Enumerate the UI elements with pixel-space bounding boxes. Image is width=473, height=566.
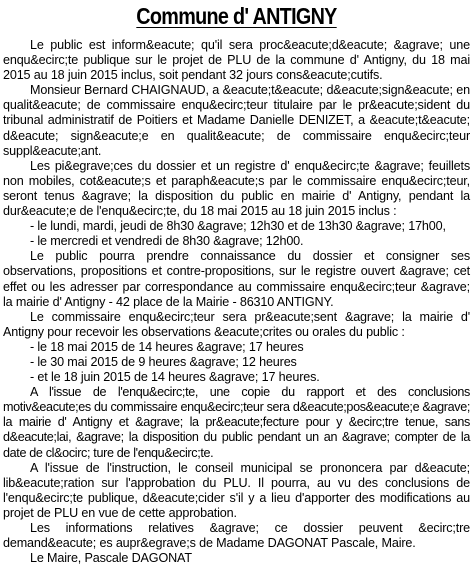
list-item-opening-hours: - le mercredi et vendredi de 8h30 &agrave; 12h00. (30, 234, 304, 249)
notice-body (3, 38, 470, 566)
public-notice (3, 0, 470, 566)
paragraph-dossier-availability: Les pi&egrave;ces du dossier et un registre d' enqu&ecirc;te &agrave; feuillets non mobiles, cot&eacute;s et paraph&eacute;s par le commissaire enqu&ecirc;teur, seront tenus &agrave; la disposition du public en mairie d' Antigny, pendant la dur&eacute;e de l'enqu&ecirc;te, du 18 mai 2015 au 18 juin 2015 inclus : (3, 158, 470, 219)
list-item-permanence: - le 18 mai 2015 de 14 heures &agrave; 17 heures (30, 339, 304, 354)
paragraph-council-decision: A l'issue de l'instruction, le conseil municipal se prononcera par d&eacute; lib&eacute;ration sur l'approbation du PLU. Il pourra, au vu des conclusions de l'enqu&ecirc;te publique, d&eacute;cider s'il y a lieu d'apporter des modifications au projet de PLU en vue de cette approbation. (3, 460, 470, 520)
paragraph-public-observations: Le public pourra prendre connaissance du dossier et consigner ses observations, propositions et contre-propositions, sur le registre ouvert &agrave; cet effet ou les adresser par correspondance au commissaire enqu&ecirc;teur &agrave; la mairie d' Antigny - 42 place de la Mairie - 86310 ANTIGNY. (3, 249, 470, 309)
list-item-opening-hours: - le lundi, mardi, jeudi de 8h30 &agrave; 12h30 et de 13h30 &agrave; 17h00, (30, 219, 446, 234)
paragraph-commissioner-presence: Le commissaire enqu&ecirc;teur sera pr&eacute;sent &agrave; la mairie d' Antigny pour recevoir les observations &eacute;crites ou orales du public : (3, 309, 470, 339)
signature: Le Maire, Pascale DAGONAT (30, 551, 192, 566)
paragraph-commissioner-appointment: Monsieur Bernard CHAIGNAUD, a &eacute;t&eacute; d&eacute;sign&eacute; en qualit&eacute; de commissaire enqu&ecirc;teur titulaire par le pr&eacute;sident du tribunal administratif de Poitiers et Madame Danielle DENIZET, a &eacute;t&eacute; d&eacute; sign&eacute;e en qualit&eacute; de commissaire enqu&ecirc;teur suppl&eacute;ant. (3, 83, 470, 158)
notice-title: Commune d' ANTIGNY (136, 3, 337, 29)
list-item-permanence: - et le 18 juin 2015 de 14 heures &agrave; 17 heures. (30, 370, 320, 385)
paragraph-report-deposit: A l'issue de l'enqu&ecirc;te, une copie du rapport et des conclusions motiv&eacute;es du commissaire enqu&ecirc;teur sera d&eacute;pos&eacute;e &agrave; la mairie d' Antigny et &agrave; la pr&eacute;fecture pour y &ecirc;tre tenue, sans d&eacute;lai, &agrave; la disposition du public pendant un an &agrave; compter de la date de cl&ocirc; ture de l'enqu&ecirc;te. (3, 385, 470, 460)
paragraph-inquiry-announcement: Le public est inform&eacute; qu'il sera proc&eacute;d&eacute; &agrave; une enqu&ecirc;te publique sur le projet de PLU de la commune d' Antigny, du 18 mai 2015 au 18 juin 2015 inclus, soit pendant 32 jours cons&eacute;cutifs. (3, 38, 470, 83)
paragraph-information-contact: Les informations relatives &agrave; ce dossier peuvent &ecirc;tre demand&eacute; es aupr&egrave;s de Madame DAGONAT Pascale, Maire. (3, 521, 470, 551)
list-item-permanence: - le 30 mai 2015 de 9 heures &agrave; 12 heures (30, 354, 297, 369)
